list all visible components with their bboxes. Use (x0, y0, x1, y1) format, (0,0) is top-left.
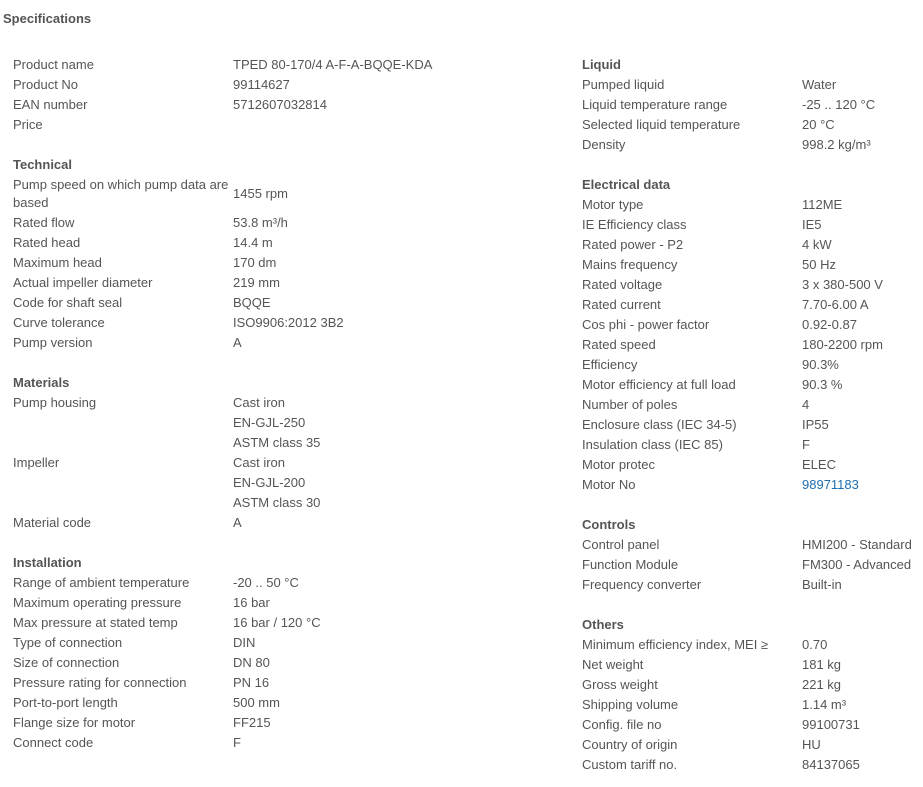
spec-row-ean-number (13, 95, 573, 115)
spec-values (233, 673, 573, 693)
spec-row-enclosure-class (582, 415, 923, 435)
spec-label: Material code (13, 515, 92, 530)
spec-row-max-operating-pressure (13, 593, 573, 613)
spec-label: Number of poles (582, 397, 678, 412)
section-materials (13, 373, 573, 533)
spec-label: Insulation class (IEC 85) (582, 437, 723, 452)
spec-values (233, 75, 573, 95)
spec-row-port-to-port (13, 693, 573, 713)
spec-row-ie-efficiency-class (582, 215, 923, 235)
spec-row-rated-power (582, 235, 923, 255)
spec-label: Selected liquid temperature (582, 117, 741, 132)
spec-values (802, 375, 923, 395)
spec-value: 1455 rpm (233, 186, 288, 201)
spec-label: Liquid temperature range (582, 97, 728, 112)
spec-values (802, 655, 923, 675)
spec-row-control-panel (582, 535, 923, 555)
spec-label: Product name (13, 57, 94, 72)
spec-label: Frequency converter (582, 577, 702, 592)
spec-values (802, 255, 923, 275)
spec-label: Control panel (582, 537, 660, 552)
spec-row-selected-liquid-temp (582, 115, 923, 135)
spec-values (233, 573, 573, 593)
spec-label: Pressure rating for connection (13, 675, 187, 690)
spec-value: 180-2200 rpm (802, 337, 883, 352)
spec-row-rated-head (13, 233, 573, 253)
spec-value: F (233, 735, 241, 750)
spec-label: Max pressure at stated temp (13, 615, 178, 630)
spec-values (802, 555, 923, 575)
spec-row-connection-type (13, 633, 573, 653)
spec-values (233, 393, 573, 453)
spec-row-rated-voltage (582, 275, 923, 295)
spec-label: Function Module (582, 557, 679, 572)
spec-values (802, 455, 923, 475)
spec-value (233, 115, 573, 135)
spec-row-rated-flow (13, 213, 573, 233)
spec-row-product-no (13, 75, 573, 95)
spec-value: 14.4 m (233, 235, 273, 250)
section-installation (13, 553, 573, 753)
spec-label: Type of connection (13, 635, 123, 650)
spec-row-net-weight (582, 655, 923, 675)
spec-value: 170 dm (233, 255, 277, 270)
spec-value: 998.2 kg/m³ (802, 137, 871, 152)
spec-values (233, 175, 573, 213)
spec-values (233, 633, 573, 653)
spec-value: TPED 80-170/4 A-F-A-BQQE-KDA (233, 57, 433, 72)
spec-values (802, 135, 923, 155)
spec-value: 112ME (802, 197, 843, 212)
spec-value: EN-GJL-200 (233, 475, 306, 490)
spec-value: IP55 (802, 417, 829, 432)
spec-values (233, 613, 573, 633)
spec-value: 99100731 (802, 717, 860, 732)
section-header: Materials (13, 375, 70, 390)
spec-value: -25 .. 120 °C (802, 97, 876, 112)
spec-value: 181 kg (802, 657, 842, 672)
spec-values (802, 755, 923, 775)
spec-value: Water (802, 77, 837, 92)
spec-values (233, 233, 573, 253)
spec-label: Density (582, 137, 626, 152)
spec-label: Maximum operating pressure (13, 595, 182, 610)
spec-values (233, 273, 573, 293)
section-header: Others (582, 617, 624, 632)
spec-value: -20 .. 50 °C (233, 575, 299, 590)
spec-value: 5712607032814 (233, 97, 327, 112)
spec-row-impeller (13, 453, 573, 513)
spec-label: Custom tariff no. (582, 757, 678, 772)
spec-label: IE Efficiency class (582, 217, 687, 232)
section-technical (13, 155, 573, 353)
spec-row-custom-tariff-no (582, 755, 923, 775)
spec-value: 221 kg (802, 677, 842, 692)
spec-label: Pumped liquid (582, 77, 665, 92)
spec-label: Pump version (13, 335, 93, 350)
spec-label: Range of ambient temperature (13, 575, 190, 590)
spec-value: 0.92-0.87 (802, 317, 857, 332)
spec-values (802, 715, 923, 735)
spec-label: Rated current (582, 297, 661, 312)
spec-values (802, 95, 923, 115)
spec-row-motor-efficiency-full-load (582, 375, 923, 395)
section-header: Liquid (582, 57, 621, 72)
spec-row-connection-size (13, 653, 573, 673)
spec-values (802, 115, 923, 135)
spec-values (233, 593, 573, 613)
spec-values (802, 275, 923, 295)
spec-value: ISO9906:2012 3B2 (233, 315, 344, 330)
spec-label: Enclosure class (IEC 34-5) (582, 417, 737, 432)
spec-row-frequency-converter (582, 575, 923, 595)
section-liquid (582, 55, 923, 155)
spec-values (233, 693, 573, 713)
spec-values (233, 653, 573, 673)
spec-label: Motor No (582, 477, 636, 492)
spec-value: 4 (802, 397, 810, 412)
spec-values (802, 415, 923, 435)
spec-values (802, 735, 923, 755)
spec-row-insulation-class (582, 435, 923, 455)
spec-value: 90.3 % (802, 377, 843, 392)
spec-label: Connect code (13, 735, 94, 750)
spec-label: Motor type (582, 197, 644, 212)
spec-values (233, 55, 573, 75)
spec-row-motor-type (582, 195, 923, 215)
spec-label: Rated voltage (582, 277, 663, 292)
spec-values (802, 295, 923, 315)
spec-label: Port-to-port length (13, 695, 118, 710)
spec-value: 53.8 m³/h (233, 215, 288, 230)
spec-row-motor-protec (582, 455, 923, 475)
spec-value: DIN (233, 635, 256, 650)
section-electrical-data (582, 175, 923, 495)
specifications-right-column (582, 55, 923, 775)
spec-values (802, 435, 923, 455)
spec-label: Net weight (582, 657, 644, 672)
spec-value: 500 mm (233, 695, 280, 710)
spec-value: 3 x 380-500 V (802, 277, 883, 292)
spec-value: 99114627 (233, 77, 290, 92)
spec-value: 20 °C (802, 117, 835, 132)
spec-row-maximum-head (13, 253, 573, 273)
spec-values (802, 535, 923, 555)
section-others (582, 615, 923, 775)
spec-row-pump-housing (13, 393, 573, 453)
spec-values (233, 513, 573, 533)
spec-row-product-name (13, 55, 573, 75)
spec-value: 50 Hz (802, 257, 836, 272)
spec-row-pressure-rating (13, 673, 573, 693)
spec-values (233, 293, 573, 313)
spec-row-efficiency (582, 355, 923, 375)
spec-value: 7.70-6.00 A (802, 297, 869, 312)
spec-label: Country of origin (582, 737, 678, 752)
spec-label: Price (13, 117, 43, 132)
spec-label: Impeller (13, 455, 60, 470)
spec-row-flange-size (13, 713, 573, 733)
spec-value: F (802, 437, 810, 452)
spec-values (802, 575, 923, 595)
spec-row-pump-speed (13, 175, 573, 213)
spec-values (233, 253, 573, 273)
section-general (13, 55, 573, 135)
spec-row-material-code (13, 513, 573, 533)
spec-label: Minimum efficiency index, MEI ≥ (582, 637, 769, 652)
spec-value: A (233, 335, 242, 350)
spec-value: ASTM class 30 (233, 495, 321, 510)
spec-row-liquid-temp-range (582, 95, 923, 115)
spec-values (233, 453, 573, 513)
spec-row-function-module (582, 555, 923, 575)
spec-value: EN-GJL-250 (233, 415, 306, 430)
spec-row-number-of-poles (582, 395, 923, 415)
spec-value: IE5 (802, 217, 822, 232)
spec-label: Code for shaft seal (13, 295, 123, 310)
spec-label: Pump housing (13, 395, 97, 410)
spec-values (233, 713, 573, 733)
spec-label: Maximum head (13, 255, 102, 270)
spec-value: 16 bar (233, 595, 270, 610)
spec-value: Built-in (802, 577, 842, 592)
spec-values (802, 235, 923, 255)
spec-value: HMI200 - Standard (802, 537, 912, 552)
spec-value: ELEC (802, 457, 836, 472)
spec-row-cos-phi (582, 315, 923, 335)
section-header: Installation (13, 555, 82, 570)
spec-row-max-pressure-temp (13, 613, 573, 633)
spec-label: Rated head (13, 235, 81, 250)
spec-label: Mains frequency (582, 257, 678, 272)
spec-label: Config. file no (582, 717, 662, 732)
section-header: Technical (13, 157, 73, 172)
spec-row-country-of-origin (582, 735, 923, 755)
spec-row-shipping-volume (582, 695, 923, 715)
spec-label: Rated flow (13, 215, 75, 230)
spec-label: Rated speed (582, 337, 656, 352)
spec-values (233, 95, 573, 115)
spec-value: Cast iron (233, 455, 286, 470)
spec-values (802, 695, 923, 715)
spec-value: HU (802, 737, 821, 752)
spec-values (233, 213, 573, 233)
spec-row-motor-no (582, 475, 923, 495)
spec-label: EAN number (13, 97, 88, 112)
spec-value: FF215 (233, 715, 271, 730)
spec-row-config-file-no (582, 715, 923, 735)
page-title: Specifications (3, 11, 92, 26)
spec-row-pump-version (13, 333, 573, 353)
spec-values (802, 395, 923, 415)
spec-value: 16 bar / 120 °C (233, 615, 321, 630)
section-header: Controls (582, 517, 636, 532)
spec-label: Efficiency (582, 357, 638, 372)
spec-row-rated-speed (582, 335, 923, 355)
spec-row-shaft-seal (13, 293, 573, 313)
spec-values (802, 675, 923, 695)
spec-label: Motor efficiency at full load (582, 377, 736, 392)
spec-label: Pump speed on which pump data are based (13, 177, 229, 210)
spec-value: BQQE (233, 295, 271, 310)
motor-no-link[interactable]: 98971183 (802, 477, 859, 492)
spec-values (802, 315, 923, 335)
section-controls (582, 515, 923, 595)
spec-value: 84137065 (802, 757, 860, 772)
spec-value: PN 16 (233, 675, 270, 690)
spec-values (802, 195, 923, 215)
spec-value: ASTM class 35 (233, 435, 321, 450)
spec-label: Product No (13, 77, 79, 92)
spec-value: 219 mm (233, 275, 280, 290)
spec-values (802, 75, 923, 95)
spec-values (802, 215, 923, 235)
spec-row-connect-code (13, 733, 573, 753)
spec-value: Cast iron (233, 395, 286, 410)
spec-label: Curve tolerance (13, 315, 105, 330)
spec-value: 0.70 (802, 637, 828, 652)
spec-values (802, 635, 923, 655)
section-header: Electrical data (582, 177, 671, 192)
spec-label: Size of connection (13, 655, 120, 670)
specifications-left-column (13, 55, 573, 753)
spec-row-mei (582, 635, 923, 655)
spec-label: Shipping volume (582, 697, 679, 712)
spec-label: Flange size for motor (13, 715, 136, 730)
spec-label: Cos phi - power factor (582, 317, 710, 332)
spec-value: DN 80 (233, 655, 270, 670)
spec-values (233, 313, 573, 333)
spec-values (802, 475, 923, 495)
spec-row-impeller-diameter (13, 273, 573, 293)
spec-row-gross-weight (582, 675, 923, 695)
spec-values (233, 733, 573, 753)
spec-values (802, 335, 923, 355)
spec-row-price (13, 115, 573, 135)
spec-row-curve-tolerance (13, 313, 573, 333)
spec-values (802, 355, 923, 375)
spec-values (233, 115, 573, 135)
spec-label: Rated power - P2 (582, 237, 684, 252)
spec-value: 4 kW (802, 237, 832, 252)
spec-value: A (233, 515, 242, 530)
spec-row-ambient-temp (13, 573, 573, 593)
spec-label: Actual impeller diameter (13, 275, 153, 290)
spec-row-pumped-liquid (582, 75, 923, 95)
spec-row-density (582, 135, 923, 155)
spec-row-mains-frequency (582, 255, 923, 275)
spec-label: Gross weight (582, 677, 658, 692)
spec-value: 1.14 m³ (802, 697, 847, 712)
spec-values (233, 333, 573, 353)
spec-value: FM300 - Advanced (802, 557, 912, 572)
spec-row-rated-current (582, 295, 923, 315)
spec-value: 90.3% (802, 357, 839, 372)
spec-label: Motor protec (582, 457, 655, 472)
